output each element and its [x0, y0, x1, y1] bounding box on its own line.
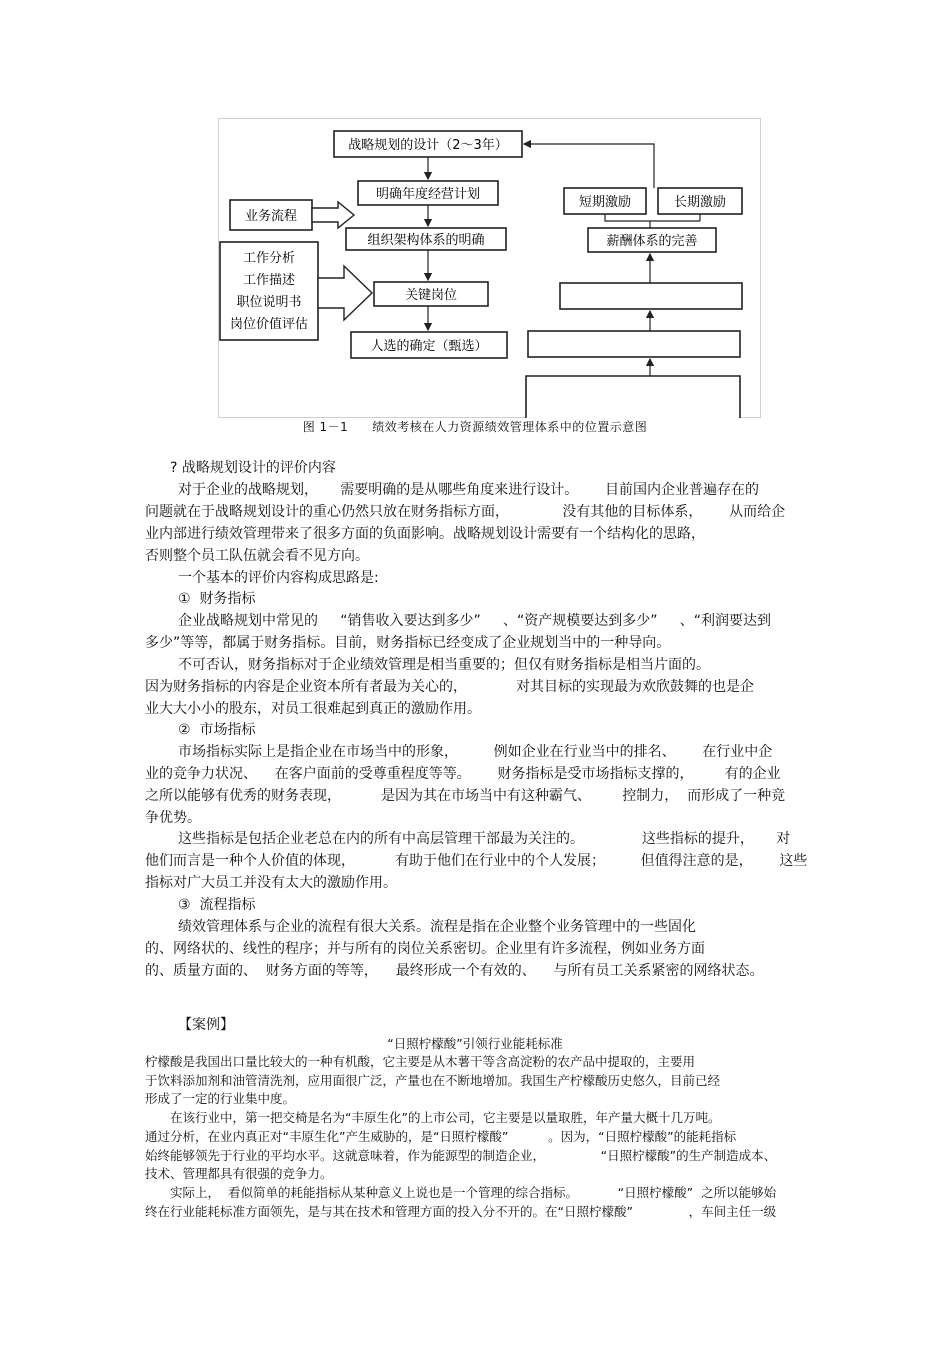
box-compensation-system-label: 薪酬体系的完善: [606, 234, 698, 249]
case-line: 形成了一定的行业集中度。: [145, 1091, 296, 1106]
case-line: 实际上， 看似简单的耗能指标从某种意义上说也是一个管理的综合指标。 “日照柠檬酸” 之所以能够始: [170, 1185, 777, 1200]
figure-caption: [0, 418, 950, 435]
box-selection: [351, 332, 507, 358]
paragraph-line: 多少”等等，都属于财务指标。目前，财务指标已经变成了企业规划当中的一种导向。: [145, 635, 671, 651]
paragraph-line: 这些指标是包括企业老总在内的所有中高层管理干部最为关注的。 这些指标的提升， 对: [178, 831, 791, 847]
box-selection-label: 人选的确定（甄选）: [370, 339, 488, 354]
box-job-analysis: [220, 242, 318, 340]
case-line: 通过分析，在业内真正对“丰原生化”产生威胁的，是“日照柠檬酸” 。因为，“日照柠檬酸”的能耗指标: [145, 1129, 737, 1144]
box-long-term-incentive-label: 长期激励: [673, 195, 727, 210]
paragraph-line: 企业战略规划中常见的 “销售收入要达到多少” 、“资产规模要达到多少” 、“利润要达到: [178, 613, 772, 629]
box-short-term-incentive-label: 短期激励: [578, 195, 632, 210]
case-label: 【案例】: [178, 1017, 234, 1033]
paragraph-line: 之所以能够有优秀的财务表现， 是因为其在市场当中有这种霸气、 控制力， 而形成了一种竞: [145, 788, 786, 804]
hr-performance-diagram: [218, 118, 761, 418]
paragraph-line: 因为财务指标的内容是企业资本所有者最为关心的， 对其目标的实现最为欢欣鼓舞的也是企: [145, 679, 754, 695]
case-line: 柠檬酸是我国出口量比较大的一种有机酸，它主要是从木薯干等含高淀粉的农产品中提取的，主要用: [145, 1054, 696, 1069]
subheading-market: ② 市场指标: [178, 722, 256, 738]
case-line: 在该行业中，第一把交椅是名为“丰原生化”的上市公司，它主要是以量取胜，年产量大概十几万吨。: [170, 1110, 721, 1125]
paragraph-line: 一个基本的评价内容构成思路是:: [178, 570, 379, 586]
hollow-arrow-job-analysis: [318, 266, 372, 320]
paragraph-line: 的、质量方面的、 财务方面的等等， 最终形成一个有效的、 与所有员工关系紧密的网络状态。: [145, 963, 764, 979]
box-key-positions: [374, 282, 488, 306]
figure-caption-text: 绩效考核在人力资源绩效管理体系中的位置示意图: [372, 420, 648, 434]
box-strategy-design: [334, 131, 522, 157]
paragraph-line: 业大大小小的股东，对员工很难起到真正的激励作用。: [145, 701, 481, 717]
box-org-structure: [346, 228, 506, 250]
box-long-term-incentive: [658, 188, 742, 214]
box-org-structure-label: 组织架构体系的明确: [367, 233, 485, 248]
job-analysis-line-2: 工作描述: [242, 273, 296, 288]
box-compensation-system: [588, 228, 716, 252]
box-business-flow-label: 业务流程: [244, 209, 298, 224]
case-line: 技术、管理都具有很强的竞争力。: [145, 1166, 333, 1181]
subheading-process: ③ 流程指标: [178, 897, 256, 913]
paragraph-line: 否则整个员工队伍就会看不见方向。: [145, 548, 369, 564]
box-annual-plan: [358, 181, 498, 205]
box-business-flow: [230, 200, 312, 230]
paragraph-line: 对于企业的战略规划， 需要明确的是从哪些角度来进行设计。 目前国内企业普遍存在的: [178, 482, 759, 498]
box-empty-2: [528, 331, 740, 357]
paragraph-line: 市场指标实际上是指企业在市场当中的形象， 例如企业在行业当中的排名、 在行业中企: [178, 744, 773, 760]
paragraph-line: 绩效管理体系与企业的流程有很大关系。流程是指在企业整个业务管理中的一些固化: [178, 919, 696, 935]
box-annual-plan-label: 明确年度经营计划: [375, 187, 481, 202]
hollow-arrow-business-flow: [312, 202, 354, 228]
job-analysis-line-1: 工作分析: [242, 251, 296, 266]
box-empty-1: [560, 283, 742, 309]
paragraph-line: 的、网络状的、线性的程序；并与所有的岗位关系密切。企业里有许多流程，例如业务方面: [145, 941, 705, 957]
paragraph-line: 业的竞争力状况、 在客户面前的受尊重程度等等。 财务指标是受市场指标支撑的， 有的企业: [145, 766, 781, 782]
case-line: 始终能够领先于行业的平均水平。这就意味着，作为能源型的制造企业， “日照柠檬酸”的生产制造成本、: [145, 1148, 777, 1163]
box-strategy-design-label: 战略规划的设计（2～3年）: [348, 138, 508, 153]
job-analysis-line-3: 职位说明书: [236, 295, 302, 310]
paragraph-line: 不可否认，财务指标对于企业绩效管理是相当重要的；但仅有财务指标是相当片面的。: [178, 657, 710, 673]
paragraph-line: 争优势。: [145, 810, 201, 826]
paragraph-line: 指标对广大员工并没有太大的激励作用。: [145, 875, 397, 891]
section-heading-strategy-eval: ? 战略规划设计的评价内容: [170, 460, 336, 476]
paragraph-line: 业内部进行绩效管理带来了很多方面的负面影响。战略规划设计需要有一个结构化的思路，: [145, 526, 705, 542]
box-short-term-incentive: [564, 188, 646, 214]
case-line: 于饮料添加剂和油管清洗剂，应用面很广泛，产量也在不断地增加。我国生产柠檬酸历史悠久，目前已经: [145, 1073, 721, 1088]
case-title: “日照柠檬酸”引领行业能耗标准: [387, 1036, 563, 1051]
paragraph-line: 他们而言是一种个人价值的体现， 有助于他们在行业中的个人发展； 但值得注意的是， 这些: [145, 853, 808, 869]
subheading-financial: ① 财务指标: [178, 591, 256, 607]
box-empty-bottom: [526, 376, 740, 418]
case-line: 终在行业能耗标准方面领先，是与其在技术和管理方面的投入分不开的。在“日照柠檬酸” ，车间主任一级: [145, 1204, 777, 1219]
paragraph-line: 问题就在于战略规划设计的重心仍然只放在财务指标方面， 没有其他的目标体系， 从而给企: [145, 504, 786, 520]
job-analysis-line-4: 岗位价值评估: [229, 317, 309, 332]
box-key-positions-label: 关键岗位: [404, 288, 458, 303]
figure-number: 图 1－1: [302, 420, 349, 434]
